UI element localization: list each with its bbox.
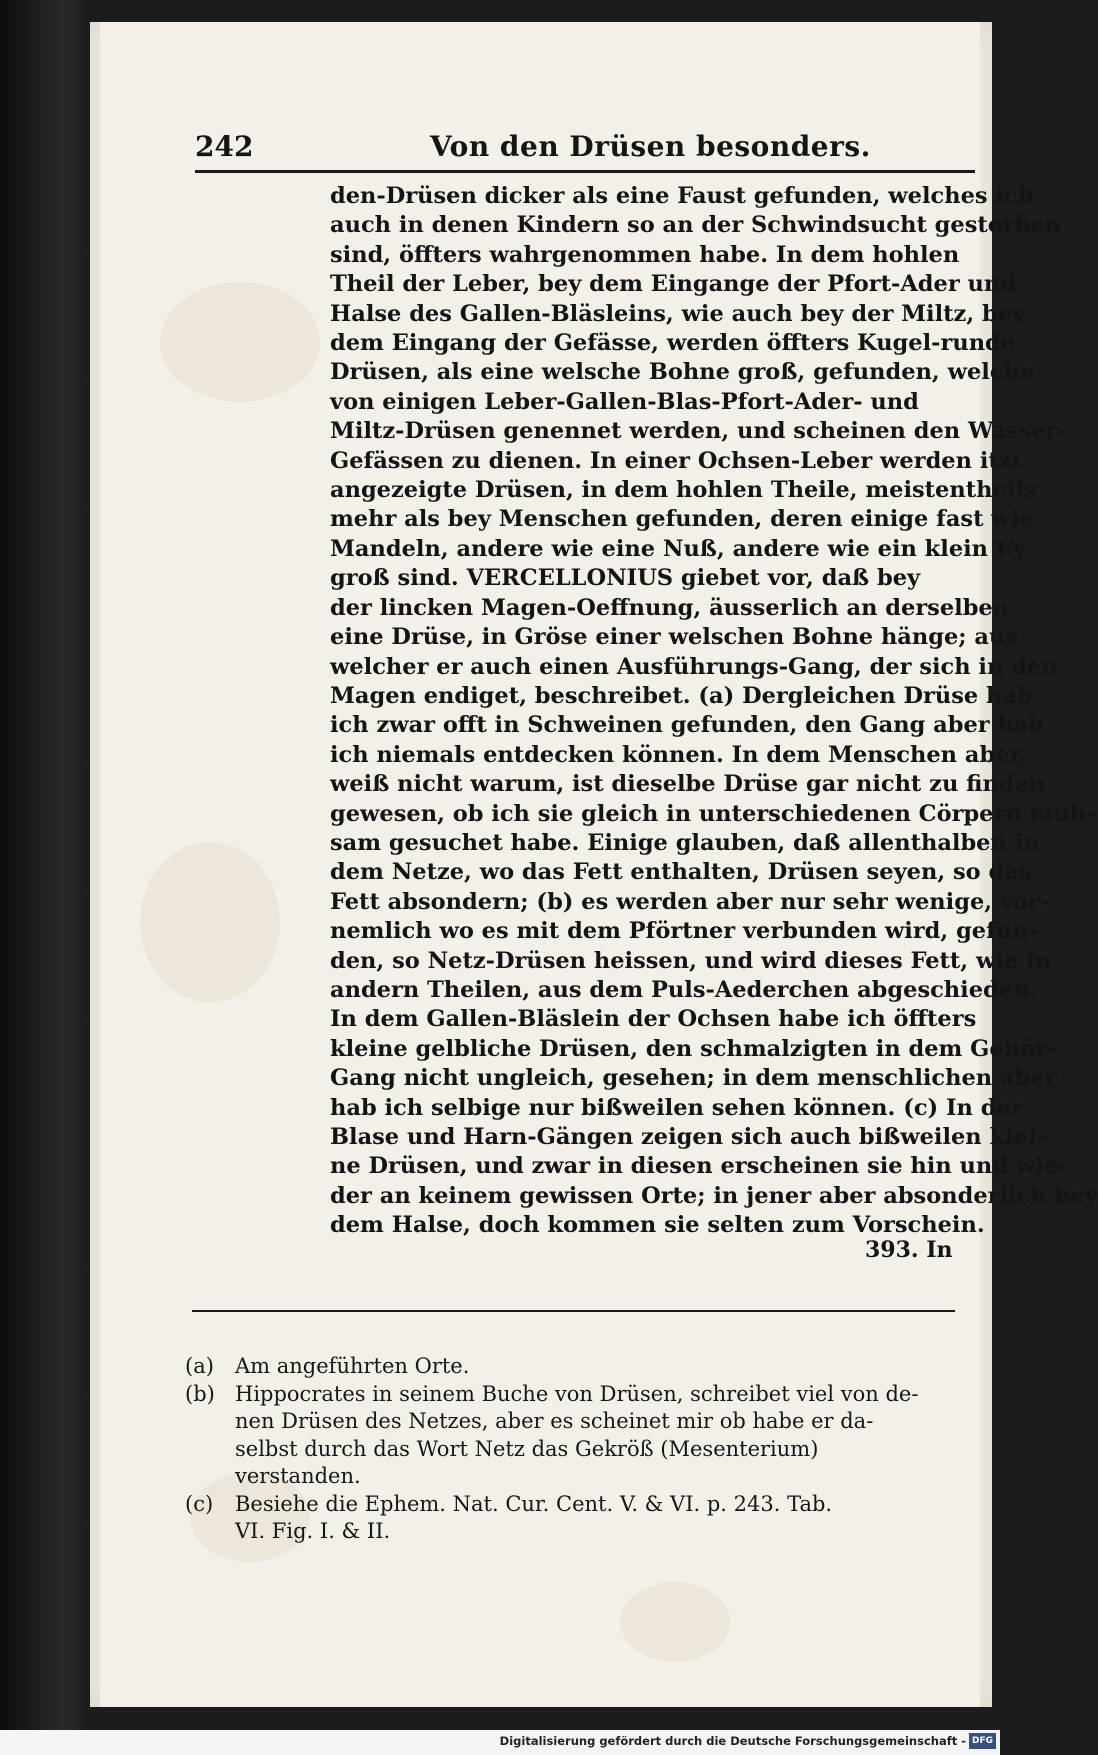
header-rule xyxy=(195,170,975,173)
footnote xyxy=(185,1381,975,1491)
main-text xyxy=(330,182,1098,1241)
text-line: dem Netze, wo das Fett enthalten, Drüsen seyen, so das xyxy=(330,859,1032,886)
text-line: ich zwar offt in Schweinen gefunden, den Gang aber hab xyxy=(330,712,1045,739)
text-line: Magen endiget, beschreibet. (a) Dergleichen Drüse hab xyxy=(330,682,1033,709)
text-line: ne Drüsen, und zwar in diesen erscheinen sie hin und wie- xyxy=(330,1153,1068,1180)
funding-credit: Digitalisierung gefördert durch die Deutsche Forschungsgemeinschaft - xyxy=(499,1734,966,1748)
text-line: Blase und Harn-Gängen zeigen sich auch bißweilen klei- xyxy=(330,1124,1046,1150)
text-line: groß sind. VERCELLONIUS giebet vor, daß bey xyxy=(330,565,921,592)
text-line: dem Eingang der Gefässe, werden öffters Kugel-runde xyxy=(330,330,1016,357)
text-line: Theil der Leber, bey dem Eingange der Pfort-Ader und xyxy=(330,271,1016,298)
footnotes xyxy=(185,1353,975,1546)
text-line: mehr als bey Menschen gefunden, deren einige fast wie xyxy=(330,506,1034,533)
text-line: den-Drüsen dicker als eine Faust gefunden, welches ich xyxy=(330,183,1035,209)
footnote-mark: (c) xyxy=(185,1491,214,1516)
footnote-line: selbst durch das Wort Netz das Gekröß (Mesenterium) xyxy=(235,1436,819,1461)
footnote-line: verstanden. xyxy=(235,1464,361,1488)
text-line: der an keinem gewissen Orte; in jener aber absonderlich bey xyxy=(330,1182,1098,1209)
text-line: der lincken Magen-Oeffnung, äusserlich an derselben xyxy=(330,594,1010,621)
page-header xyxy=(195,130,975,168)
dfg-logo: DFG xyxy=(969,1733,996,1749)
footnote-mark: (a) xyxy=(185,1354,214,1378)
text-line: sam gesuchet habe. Einige glauben, daß allenthalben in xyxy=(330,829,1040,856)
text-line: auch in denen Kindern so an der Schwindsucht gestorben xyxy=(330,212,1062,239)
text-line: gewesen, ob ich sie gleich in unterschiedenen Cörpern müh- xyxy=(330,800,1096,827)
page-number: 242 xyxy=(195,130,254,163)
text-line: Halse des Gallen-Bläsleins, wie auch bey der Miltz, bey xyxy=(330,300,1026,327)
text-line: sind, öffters wahrgenommen habe. In dem hohlen xyxy=(330,241,960,268)
text-line: kleine gelbliche Drüsen, den schmalzigten in dem Gehör- xyxy=(330,1035,1057,1062)
footnote-line: Am angeführten Orte. xyxy=(235,1354,470,1378)
footnote xyxy=(185,1491,975,1546)
text-line: Mandeln, andere wie eine Nuß, andere wie ein klein Ey xyxy=(330,535,1027,562)
text-line: Drüsen, als eine welsche Bohne groß, gefunden, welche xyxy=(330,359,1035,386)
text-line: dem Halse, doch kommen sie selten zum Vorschein. xyxy=(330,1212,985,1239)
catchword: 393. In xyxy=(865,1237,953,1263)
text-line: ich niemals entdecken können. In dem Menschen aber, xyxy=(330,741,1028,768)
text-line: hab ich selbige nur bißweilen sehen können. (c) In der xyxy=(330,1094,1023,1121)
footnote-line: VI. Fig. I. & II. xyxy=(235,1519,391,1543)
footnote-line: Besiehe die Ephem. Nat. Cur. Cent. V. & VI. p. 243. Tab. xyxy=(235,1491,833,1516)
text-line: weiß nicht warum, ist dieselbe Drüse gar nicht zu finden xyxy=(330,771,1046,798)
scan-binding-shadow xyxy=(0,0,90,1755)
footnote-line: Hippocrates in seinem Buche von Drüsen, schreibet viel von de- xyxy=(235,1381,919,1406)
text-line: Gang nicht ungleich, gesehen; in dem menschlichen aber xyxy=(330,1065,1057,1092)
text-line: von einigen Leber-Gallen-Blas-Pfort-Ader- und xyxy=(330,388,919,415)
footnote-mark: (b) xyxy=(185,1381,215,1406)
footnote-line: nen Drüsen des Netzes, aber es scheinet mir ob habe er da- xyxy=(235,1409,874,1433)
footnote xyxy=(185,1353,975,1381)
text-line: den, so Netz-Drüsen heissen, und wird dieses Fett, wie in xyxy=(330,947,1051,974)
text-line: welcher er auch einen Ausführungs-Gang, der sich in den xyxy=(330,653,1058,680)
text-line: Fett absondern; (b) es werden aber nur sehr wenige, vor- xyxy=(330,888,1050,915)
text-line: In dem Gallen-Bläslein der Ochsen habe ich öffters xyxy=(330,1006,977,1033)
text-line: Gefässen zu dienen. In einer Ochsen-Leber werden itzt xyxy=(330,447,1022,474)
text-line: Miltz-Drüsen genennet werden, und scheinen den Wasser- xyxy=(330,418,1067,445)
text-line: nemlich wo es mit dem Pförtner verbunden wird, gefun- xyxy=(330,918,1038,945)
text-line: andern Theilen, aus dem Puls-Aederchen abgeschieden. xyxy=(330,976,1038,1003)
digitization-footer xyxy=(0,1730,1000,1755)
running-title: Von den Drüsen besonders. xyxy=(430,130,871,163)
text-line: angezeigte Drüsen, in dem hohlen Theile, meistentheils xyxy=(330,477,1037,504)
text-line: eine Drüse, in Gröse einer welschen Bohne hänge; aus xyxy=(330,624,1019,651)
footnote-rule xyxy=(192,1310,955,1312)
